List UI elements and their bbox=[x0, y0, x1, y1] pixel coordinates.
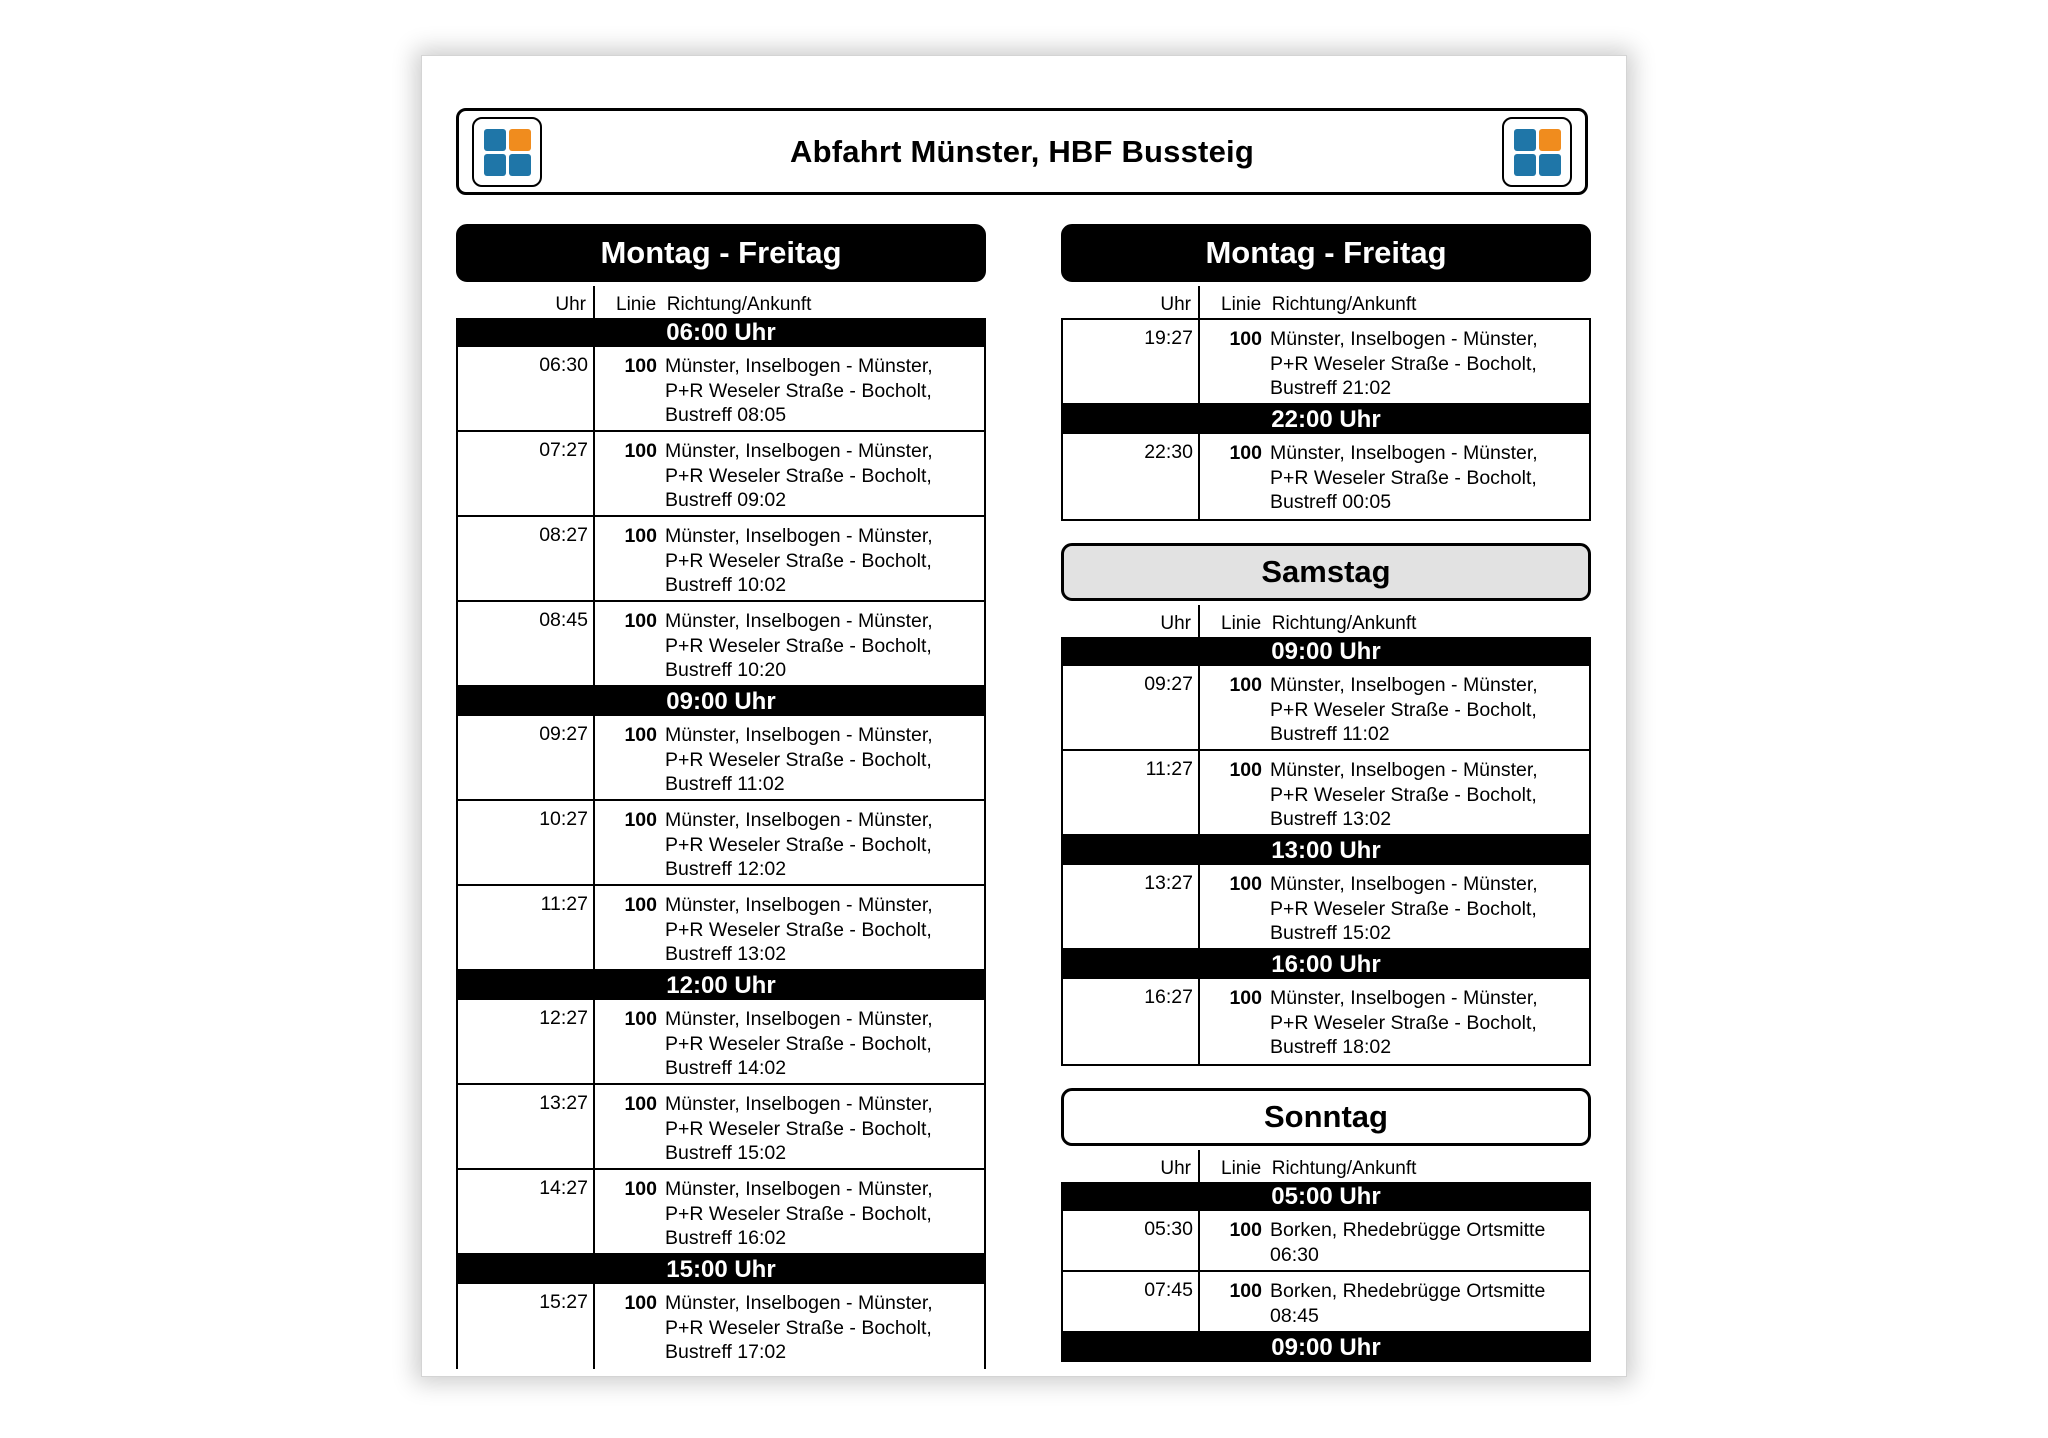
line-number: 100 bbox=[1229, 987, 1262, 1009]
destination: Münster, Inselbogen - Münster, P+R Weseler Straße - Bocholt, Bustreff 09:02 bbox=[665, 440, 933, 511]
departure-row bbox=[1063, 865, 1589, 950]
departure-info bbox=[1200, 1211, 1589, 1270]
destination: Münster, Inselbogen - Münster, P+R Weseler Straße - Bocholt, Bustreff 18:02 bbox=[1270, 987, 1538, 1058]
line-number: 100 bbox=[1229, 1280, 1262, 1302]
destination: Münster, Inselbogen - Münster, P+R Weseler Straße - Bocholt, Bustreff 13:02 bbox=[665, 894, 933, 965]
column-headers bbox=[456, 282, 986, 318]
line-number: 100 bbox=[624, 1178, 657, 1200]
hour-band: 09:00 Uhr bbox=[1063, 637, 1589, 666]
destination: Münster, Inselbogen - Münster, P+R Weseler Straße - Bocholt, Bustreff 21:02 bbox=[1270, 328, 1538, 399]
departure-row bbox=[1063, 979, 1589, 1064]
departure-info bbox=[595, 347, 984, 430]
departure-info bbox=[595, 1170, 984, 1253]
departure-time: 06:30 bbox=[458, 347, 595, 430]
departure-time: 07:45 bbox=[1063, 1272, 1200, 1331]
departure-row bbox=[1063, 751, 1589, 836]
departure-info bbox=[1200, 979, 1589, 1064]
departure-info bbox=[595, 602, 984, 685]
departure-row bbox=[1063, 434, 1589, 519]
hour-band: 13:00 Uhr bbox=[1063, 836, 1589, 865]
destination: Münster, Inselbogen - Münster, P+R Weseler Straße - Bocholt, Bustreff 10:20 bbox=[665, 610, 933, 681]
departure-info bbox=[595, 886, 984, 969]
destination: Borken, Rhedebrügge Ortsmitte 06:30 bbox=[1270, 1219, 1546, 1266]
departure-info bbox=[595, 1000, 984, 1083]
departure-row bbox=[1063, 320, 1589, 405]
departure-time: 13:27 bbox=[1063, 865, 1200, 948]
page-title: Abfahrt Münster, HBF Bussteig bbox=[790, 133, 1254, 169]
departure-info bbox=[595, 432, 984, 515]
destination: Münster, Inselbogen - Münster, P+R Weseler Straße - Bocholt, Bustreff 13:02 bbox=[1270, 759, 1538, 830]
departure-row bbox=[458, 886, 984, 971]
line-number: 100 bbox=[1229, 674, 1262, 696]
hour-band: 15:00 Uhr bbox=[458, 1255, 984, 1284]
destination: Münster, Inselbogen - Münster, P+R Weseler Straße - Bocholt, Bustreff 00:05 bbox=[1270, 442, 1538, 513]
departure-row bbox=[458, 1000, 984, 1085]
left-column bbox=[456, 224, 986, 1369]
departure-row bbox=[1063, 1211, 1589, 1272]
hour-band: 09:00 Uhr bbox=[1063, 1333, 1589, 1362]
departure-time: 14:27 bbox=[458, 1170, 595, 1253]
departure-table bbox=[1061, 637, 1591, 1066]
uhr-label: Uhr bbox=[555, 294, 586, 315]
departure-info bbox=[595, 1284, 984, 1369]
line-number: 100 bbox=[1229, 759, 1262, 781]
line-number: 100 bbox=[624, 1292, 657, 1314]
departure-info bbox=[595, 1085, 984, 1168]
line-number: 100 bbox=[624, 894, 657, 916]
destination: Münster, Inselbogen - Münster, P+R Weseler Straße - Bocholt, Bustreff 08:05 bbox=[665, 355, 933, 426]
departure-time: 11:27 bbox=[1063, 751, 1200, 834]
line-number: 100 bbox=[624, 355, 657, 377]
line-number: 100 bbox=[1229, 328, 1262, 350]
line-number: 100 bbox=[1229, 873, 1262, 895]
line-number: 100 bbox=[624, 610, 657, 632]
column-headers: Uhr Linie Richtung/Ankunft bbox=[1061, 601, 1591, 637]
logo-icon bbox=[472, 117, 542, 187]
destination: Münster, Inselbogen - Münster, P+R Weseler Straße - Bocholt, Bustreff 16:02 bbox=[665, 1178, 933, 1249]
departure-row bbox=[458, 1284, 984, 1369]
departure-time: 05:30 bbox=[1063, 1211, 1200, 1270]
destination: Münster, Inselbogen - Münster, P+R Weseler Straße - Bocholt, Bustreff 11:02 bbox=[1270, 674, 1538, 745]
hour-band: 09:00 Uhr bbox=[458, 687, 984, 716]
departure-time: 13:27 bbox=[458, 1085, 595, 1168]
departure-info bbox=[1200, 666, 1589, 749]
line-number: 100 bbox=[624, 809, 657, 831]
departure-info bbox=[1200, 1272, 1589, 1331]
destination: Münster, Inselbogen - Münster, P+R Weseler Straße - Bocholt, Bustreff 14:02 bbox=[665, 1008, 933, 1079]
departure-table bbox=[456, 318, 986, 1369]
departure-info bbox=[1200, 320, 1589, 403]
destination: Münster, Inselbogen - Münster, P+R Weseler Straße - Bocholt, Bustreff 10:02 bbox=[665, 525, 933, 596]
departure-row bbox=[458, 801, 984, 886]
departure-time: 08:45 bbox=[458, 602, 595, 685]
line-number: 100 bbox=[624, 525, 657, 547]
day-heading-weekday: Montag - Freitag bbox=[1061, 224, 1591, 282]
departure-row bbox=[458, 602, 984, 687]
departure-time: 15:27 bbox=[458, 1284, 595, 1369]
departure-row bbox=[458, 432, 984, 517]
departure-info bbox=[595, 801, 984, 884]
departure-time: 16:27 bbox=[1063, 979, 1200, 1064]
departure-time: 09:27 bbox=[1063, 666, 1200, 749]
departure-row bbox=[458, 1170, 984, 1255]
hour-band: 06:00 Uhr bbox=[458, 318, 984, 347]
destination: Münster, Inselbogen - Münster, P+R Weseler Straße - Bocholt, Bustreff 15:02 bbox=[1270, 873, 1538, 944]
timetable-header bbox=[456, 108, 1588, 195]
hour-band: 22:00 Uhr bbox=[1063, 405, 1589, 434]
departure-time: 07:27 bbox=[458, 432, 595, 515]
hour-band: 12:00 Uhr bbox=[458, 971, 984, 1000]
logo-icon bbox=[1502, 117, 1572, 187]
departure-time: 08:27 bbox=[458, 517, 595, 600]
column-headers: Uhr Linie Richtung/Ankunft bbox=[1061, 282, 1591, 318]
departure-time: 09:27 bbox=[458, 716, 595, 799]
line-number: 100 bbox=[624, 724, 657, 746]
departure-info bbox=[595, 517, 984, 600]
departure-time: 12:27 bbox=[458, 1000, 595, 1083]
line-number: 100 bbox=[624, 1008, 657, 1030]
destination: Münster, Inselbogen - Münster, P+R Weseler Straße - Bocholt, Bustreff 12:02 bbox=[665, 809, 933, 880]
departure-info bbox=[1200, 865, 1589, 948]
destination: Borken, Rhedebrügge Ortsmitte 08:45 bbox=[1270, 1280, 1546, 1327]
day-heading-weekday: Montag - Freitag bbox=[456, 224, 986, 282]
departure-info bbox=[595, 716, 984, 799]
line-number: 100 bbox=[1229, 442, 1262, 464]
departure-row bbox=[1063, 666, 1589, 751]
departure-time: 10:27 bbox=[458, 801, 595, 884]
line-number: 100 bbox=[1229, 1219, 1262, 1241]
departure-row bbox=[1063, 1272, 1589, 1333]
destination: Münster, Inselbogen - Münster, P+R Weseler Straße - Bocholt, Bustreff 15:02 bbox=[665, 1093, 933, 1164]
line-number: 100 bbox=[624, 1093, 657, 1115]
linie-richtung-label: Linie Richtung/Ankunft bbox=[616, 294, 812, 315]
hour-band: 05:00 Uhr bbox=[1063, 1182, 1589, 1211]
departure-time: 19:27 bbox=[1063, 320, 1200, 403]
hour-band: 16:00 Uhr bbox=[1063, 950, 1589, 979]
departure-table bbox=[1061, 1182, 1591, 1362]
destination: Münster, Inselbogen - Münster, P+R Weseler Straße - Bocholt, Bustreff 11:02 bbox=[665, 724, 933, 795]
timetable-page bbox=[421, 55, 1627, 1377]
column-headers: Uhr Linie Richtung/Ankunft bbox=[1061, 1146, 1591, 1182]
departure-time: 11:27 bbox=[458, 886, 595, 969]
departure-time: 22:30 bbox=[1063, 434, 1200, 519]
day-heading-saturday: Samstag bbox=[1061, 543, 1591, 601]
departure-row bbox=[458, 517, 984, 602]
departure-row bbox=[458, 716, 984, 801]
departure-row bbox=[458, 1085, 984, 1170]
departure-table bbox=[1061, 318, 1591, 521]
departure-info bbox=[1200, 434, 1589, 519]
day-heading-sunday: Sonntag bbox=[1061, 1088, 1591, 1146]
departure-row bbox=[458, 347, 984, 432]
departure-info bbox=[1200, 751, 1589, 834]
line-number: 100 bbox=[624, 440, 657, 462]
right-column bbox=[1061, 224, 1591, 1362]
destination: Münster, Inselbogen - Münster, P+R Weseler Straße - Bocholt, Bustreff 17:02 bbox=[665, 1292, 933, 1363]
